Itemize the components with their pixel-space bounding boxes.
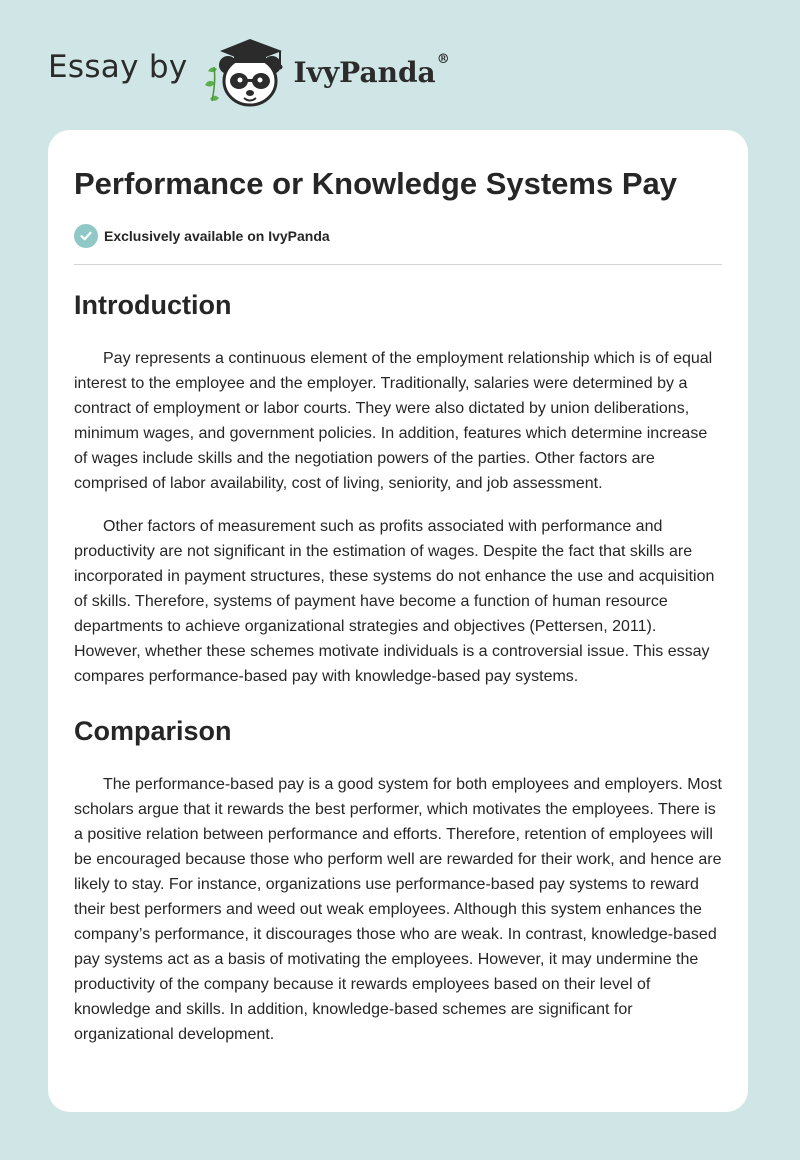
paragraph: Pay represents a continuous element of the employment relationship which is of equal interest to the employee and the employer. Traditionally, salaries were determined by a contract of employment or labor courts. They were also dictated by union deliberations, minimum wages, and government policies. In addition, features which determine increase of wages include skills and the negotiation powers of the parties. Other factors are comprised of labor availability, cost of living, seniority, and job assessment. [74, 350, 713, 492]
check-circle-icon [74, 224, 98, 248]
site-logo[interactable] [48, 30, 450, 110]
exclusive-badge-label: Exclusively available on IvyPanda [104, 228, 330, 244]
paragraph: The performance-based pay is a good system for both employees and employers. Most scholars argue that it rewards the best performer, which motivates the employees. There is a positive relation between performance and efforts. Therefore, retention of employees will be encouraged because those who perform well are rewarded for their work, and hence are likely to stay. For instance, organizations use performance-based pay systems to reward their best performers and weed out weak employees. Although this system enhances the company’s performance, it discourages those who are weak. In contrast, knowledge-based pay systems act as a basis of motivating the employees. However, it may undermine the productivity of the company because it rewards employees based on their level of knowledge and skills. In addition, knowledge-based schemes are significant for organizational development. [74, 776, 722, 1043]
logo-prefix: Essay by [48, 49, 188, 85]
logo-wordmark: IvyPanda® [293, 51, 450, 89]
page-title: Performance or Knowledge Systems Pay [74, 166, 678, 201]
paragraph: Other factors of measurement such as profits associated with performance and productivity are not significant in the estimation of wages. Despite the fact that skills are incorporated in payment structures, these systems do not enhance the use and acquisition of skills. Therefore, systems of payment have become a function of human resource departments to achieve organizational strategies and objectives (Pettersen, 2011). However, whether these schemes motivate individuals is a controversial issue. This essay compares performance-based pay with knowledge-based pay systems. [74, 518, 715, 685]
section-heading-comparison: Comparison [74, 716, 232, 746]
section-heading-introduction: Introduction [74, 290, 232, 320]
exclusive-badge [74, 222, 722, 250]
divider [74, 264, 722, 265]
panda-mascot-icon [202, 31, 290, 109]
essay-card [48, 130, 748, 1112]
